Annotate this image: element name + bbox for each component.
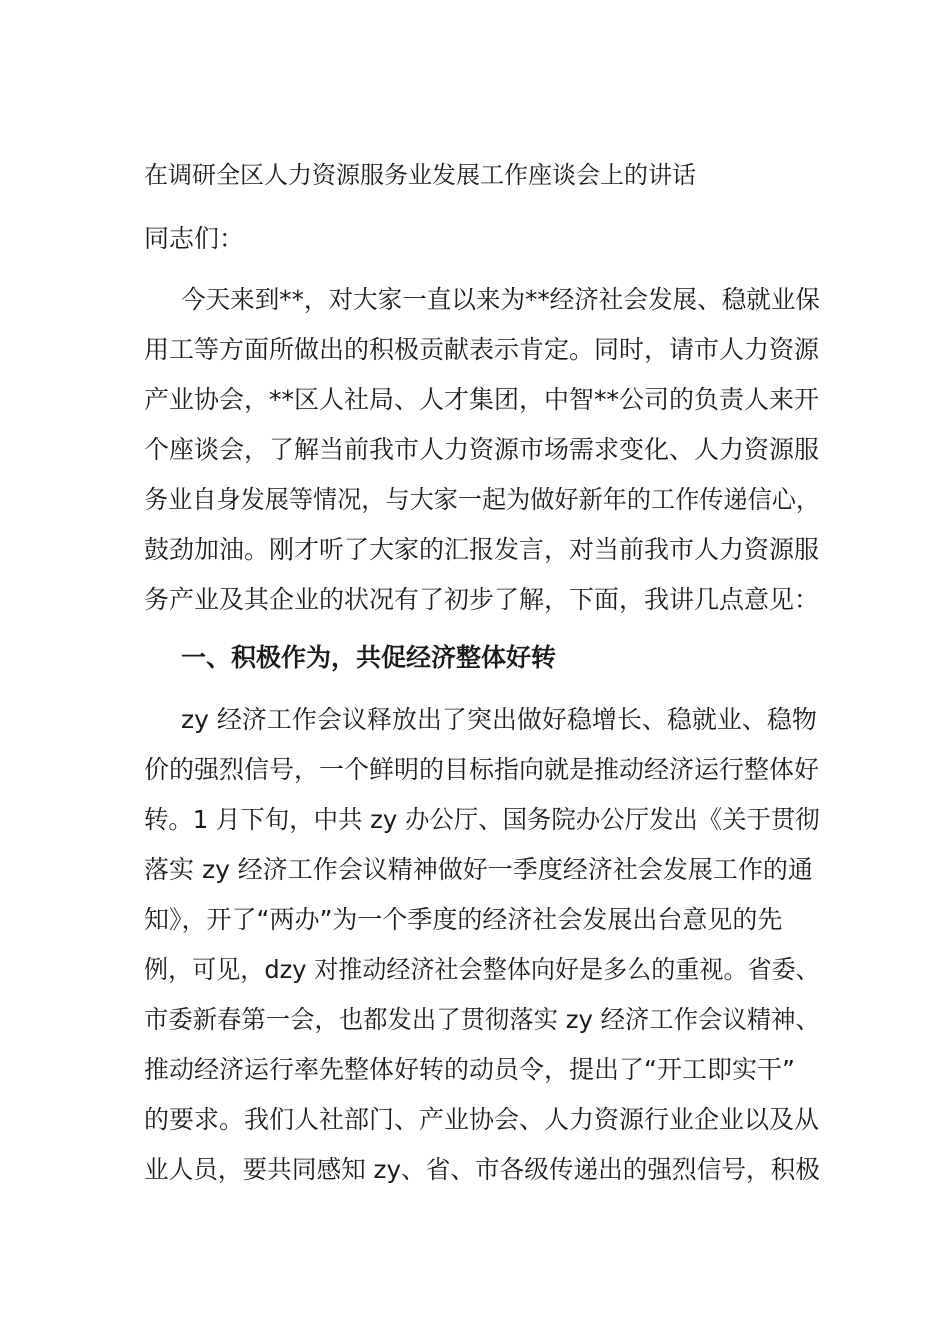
paragraph-2-line-6: 例，可见，dzy 对推动经济社会整体向好是多么的重视。省委、 [144,955,820,984]
paragraph-2-line-9: 的要求。我们人社部门、产业协会、人力资源行业企业以及从 [144,1105,820,1134]
paragraph-2-line-5: 知》，开了“两办”为一个季度的经济社会发展出台意见的先 [144,905,783,934]
paragraph-2-line-4: 落实 zy 经济工作会议精神做好一季度经济社会发展工作的通 [144,855,813,884]
paragraph-1-line-6: 鼓劲加油。刚才听了大家的汇报发言，对当前我市人力资源服 [144,535,820,564]
paragraph-2-line-8: 推动经济运行率先整体好转的动员令，提出了“开工即实干” [144,1055,795,1084]
paragraph-2-line-1: zy 经济工作会议释放出了突出做好稳增长、稳就业、稳物 [181,705,817,734]
paragraph-2-line-7: 市委新春第一会，也都发出了贯彻落实 zy 经济工作会议精神、 [144,1005,820,1034]
paragraph-2-line-10: 业人员，要共同感知 zy、省、市各级传递出的强烈信号，积极 [144,1155,820,1184]
salutation: 同志们： [144,224,245,253]
paragraph-1-line-4: 个座谈会，了解当前我市人力资源市场需求变化、人力资源服 [144,435,820,464]
paragraph-1-line-7: 务产业及其企业的状况有了初步了解，下面，我讲几点意见： [144,585,820,614]
paragraph-1-line-5: 务业自身发展等情况，与大家一起为做好新年的工作传递信心， [144,485,821,514]
paragraph-2-line-3: 转。1 月下旬，中共 zy 办公厅、国务院办公厅发出《关于贯彻 [144,805,820,834]
paragraph-1-line-1: 今天来到**，对大家一直以来为**经济社会发展、稳就业保 [181,285,821,314]
document-title: 在调研全区人力资源服务业发展工作座谈会上的讲话 [144,161,696,189]
section-heading-1: 一、积极作为，共促经济整体好转 [181,643,557,672]
paragraph-2-line-2: 价的强烈信号，一个鲜明的目标指向就是推动经济运行整体好 [144,755,820,784]
paragraph-1-line-2: 用工等方面所做出的积极贡献表示肯定。同时，请市人力资源 [144,335,820,364]
paragraph-1-line-3: 产业协会，**区人社局、人才集团，中智**公司的负责人来开 [144,385,820,414]
